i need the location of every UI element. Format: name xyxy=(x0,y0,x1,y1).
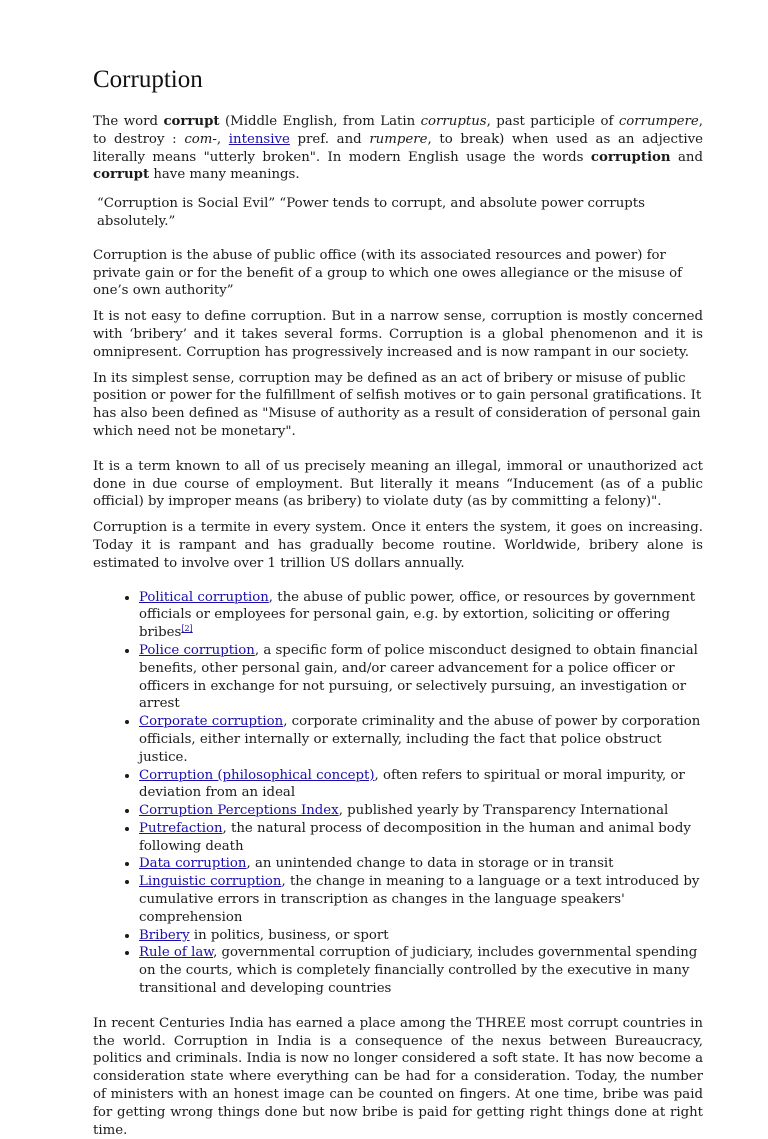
intensive-link[interactable]: intensive xyxy=(228,131,290,147)
list-item xyxy=(139,713,703,766)
intro-text: , to destroy : xyxy=(93,114,703,147)
intro-text: pref. and xyxy=(289,131,370,147)
list-item-text: , corporate criminality and the abuse of power by corporation officials, either internally or externally, including the fact that police obstruct justice. xyxy=(139,714,701,765)
data-corruption-link[interactable]: Data corruption xyxy=(139,856,247,872)
list-item xyxy=(139,802,703,820)
list-item-text: in politics, business, or sport xyxy=(189,927,389,943)
list-item-text: , often refers to spiritual or moral impurity, or deviation from an ideal xyxy=(139,767,685,801)
body-paragraph: It is a term known to all of us precisely meaning an illegal, immoral or unauthorized act done in due course of employment. But literally it means “Inducement (as of a public official) by improper means (as bribery) to violate duty (as by committing a felony)". xyxy=(93,458,703,510)
prefix-com: com- xyxy=(184,131,217,147)
intro-text: have many meanings. xyxy=(149,167,300,183)
list-item-text: , published yearly by Transparency International xyxy=(338,803,669,819)
list-item xyxy=(139,820,703,856)
latin-rumpere: rumpere xyxy=(369,131,428,147)
list-item xyxy=(139,944,703,997)
body-paragraph: In recent Centuries India has earned a place among the THREE most corrupt countries in the world. Corruption in India is a consequence of the nexus between Bureaucracy, politics and criminals. India is now no longer considered a soft state. It has now become a consideration state where everything can be had for a consideration. Today, the number of ministers with an honest image can be counted on fingers. At one time, bribe was paid for getting wrong things done but now bribe is paid for getting right things done at right time. xyxy=(93,1015,703,1138)
list-item-text: , an unintended change to data in storage or in transit xyxy=(246,856,614,872)
definition-paragraph: Corruption is the abuse of public office (with its associated resources and power) for private gain or for the benefit of a group to which one owes allegiance or the misuse of one’s own authority” xyxy=(93,247,683,299)
list-item-text: , governmental corruption of judiciary, includes governmental spending on the courts, which is completely financially controlled by the executive in many transitional and developing countries xyxy=(139,945,698,997)
term-corrupt: corrupt xyxy=(163,114,220,129)
intro-text: , to break) when used as an adjective literally means "utterly broken". In modern English usage the words xyxy=(93,131,703,165)
list-item xyxy=(139,767,703,803)
quote-paragraph: “Corruption is Social Evil” “Power tends to corrupt, and absolute power corrupts absolutely.” xyxy=(97,196,645,229)
body-paragraph: Corruption is a termite in every system. Once it enters the system, it goes on increasing. Today it is rampant and has gradually become routine. Worldwide, bribery alone is estimated to involve over 1 trillion US dollars annually. xyxy=(93,520,703,571)
putrefaction-link[interactable]: Putrefaction xyxy=(139,820,223,836)
intro-text: The word xyxy=(93,114,164,129)
intro-text: , xyxy=(216,131,229,147)
police-corruption-link[interactable]: Police corruption xyxy=(139,642,255,658)
meanings-list xyxy=(93,589,703,998)
intro-text: and xyxy=(670,149,703,165)
list-item-text: , the abuse of public power, office, or resources by government officials or employees for personal gain, e.g. by extortion, soliciting or offering bribes xyxy=(139,589,696,641)
list-item xyxy=(139,873,703,926)
page-title: Corruption xyxy=(93,66,203,93)
list-item xyxy=(139,642,703,713)
intro-paragraph xyxy=(93,113,703,184)
philosophical-corruption-link[interactable]: Corruption (philosophical concept) xyxy=(139,767,375,783)
body-paragraph: It is not easy to define corruption. But in a narrow sense, corruption is mostly concerned with ‘bribery’ and it takes several forms. Corruption is a global phenomenon and it is omnipresent. Corruption has progressively increased and is now rampant in our society. xyxy=(93,309,703,360)
list-item xyxy=(139,855,703,873)
article-body xyxy=(93,113,703,1139)
list-item xyxy=(139,589,703,642)
corporate-corruption-link[interactable]: Corporate corruption xyxy=(139,714,284,730)
linguistic-corruption-link[interactable]: Linguistic corruption xyxy=(139,874,282,890)
intro-text: , past participle of xyxy=(486,114,619,129)
rule-of-law-link[interactable]: Rule of law xyxy=(139,945,214,961)
list-item-text: , a specific form of police misconduct designed to obtain financial benefits, other personal gain, and/or career advancement for a police officer or officers in exchange for not pursuing, or selectively pursuing, an investigation or arrest xyxy=(139,642,698,712)
perceptions-index-link[interactable]: Corruption Perceptions Index xyxy=(139,803,339,819)
political-corruption-link[interactable]: Political corruption xyxy=(139,589,269,605)
bribery-link[interactable]: Bribery xyxy=(139,927,190,943)
list-item-text: , the change in meaning to a language or a text introduced by cumulative errors in transcription as changes in the language speakers' comprehension xyxy=(139,874,700,925)
citation-link[interactable]: [2] xyxy=(181,624,193,634)
list-item xyxy=(139,927,703,945)
term-corruption: corruption xyxy=(590,149,671,165)
body-paragraph: In its simplest sense, corruption may be defined as an act of bribery or misuse of public position or power for the fulfillment of selfish motives or to gain personal gratifications. It has also been defined as "Misuse of authority as a result of consideration of personal gain which need not be monetary". xyxy=(93,370,702,439)
term-corrupt: corrupt xyxy=(93,167,150,183)
intro-text: (Middle English, from Latin xyxy=(219,114,421,129)
latin-corrumpere: corrumpere xyxy=(618,114,699,129)
list-item-text: , the natural process of decomposition in the human and animal body following death xyxy=(139,820,691,854)
latin-corruptus: corruptus xyxy=(420,114,487,129)
